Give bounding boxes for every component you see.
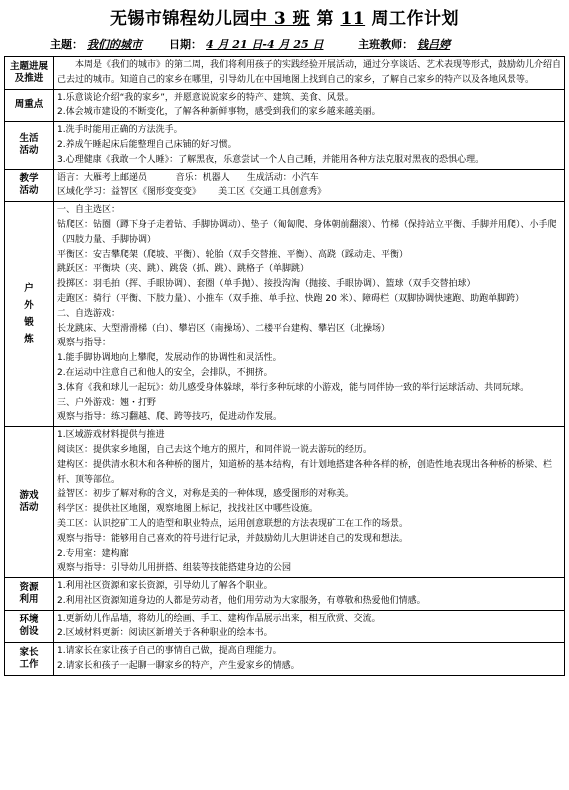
env-line: 2.区域材料更新：阅读区新增关于各种职业的绘本书。 <box>57 628 273 639</box>
cell-focus <box>54 89 565 122</box>
label-teaching <box>5 169 54 202</box>
date-value: 4 月 21 日-4 月 25 日 <box>205 38 324 51</box>
cell-resource <box>54 578 565 611</box>
class-name: 中 3 班 <box>249 9 311 29</box>
cell-outdoor <box>54 202 565 427</box>
row-parents <box>5 643 565 676</box>
row-life <box>5 122 565 169</box>
theme-label: 主题： <box>50 38 83 51</box>
label-teaching-1: 教学 <box>19 173 39 185</box>
label-env-2: 创设 <box>19 626 39 638</box>
outdoor-line: 三、户外游戏：翘・打野 <box>57 397 157 408</box>
teaching-line: 语言：大雁考上邮递员 音乐：机器人 生成活动：小汽车 <box>57 172 319 183</box>
game-line: 1.区域游戏材料提供与推进 <box>57 430 165 441</box>
game-line: 阅读区：提供家乡地图，自己去这个地方的照片，和同伴说一说去游玩的经历。 <box>57 444 373 455</box>
week-number: 11 <box>340 9 366 29</box>
life-line: 1.洗手时能用正确的方法洗手。 <box>57 125 183 136</box>
label-life <box>5 122 54 169</box>
outdoor-line: 平衡区：安吉攀爬架（爬坡、平衡）、轮胎（双手交替推、平衡）、高跷（踩动走、平衡） <box>57 249 409 260</box>
info-line <box>50 36 560 52</box>
resource-line: 1.利用社区资源和家长资源，引导幼儿了解各个职业。 <box>57 581 273 592</box>
outdoor-line: 观察与指导：练习翻越、爬、跨等技巧，促进动作发展。 <box>57 412 283 423</box>
row-game <box>5 427 565 578</box>
outdoor-line: 长龙跳床、大型滑滑梯（白）、攀岩区（南操场）、二楼平台建构、攀岩区（北操场） <box>57 323 391 334</box>
parents-line: 2.请家长和孩子一起聊一聊家乡的特产，产生爱家乡的情感。 <box>57 661 300 672</box>
label-game-2: 活动 <box>19 502 39 514</box>
life-line: 2.养成午睡起床后能整理自己床铺的好习惯。 <box>57 139 237 150</box>
label-outdoor <box>5 202 54 427</box>
cell-teaching <box>54 169 565 202</box>
outdoor-line: 投掷区：羽毛拍（挥、手眼协调）、套圈（单手抛）、接投沟淘（抛接、手眼协调）、篮球（双手交替拍球） <box>57 279 476 290</box>
label-parents-1: 家长 <box>19 647 39 659</box>
cell-env <box>54 610 565 643</box>
focus-line: 1.乐意谈论介绍“我的家乡”，并愿意说说家乡的特产、建筑、美食、风景。 <box>57 92 354 103</box>
label-parents-2: 工作 <box>19 659 39 671</box>
page-title <box>0 4 569 29</box>
teacher-value: 钱吕婷 <box>417 38 451 51</box>
parents-line: 1.请家长在家让孩子自己的事情自己做，提高自理能力。 <box>57 646 282 657</box>
outdoor-line: 3.体育《我和球儿一起玩》：幼儿感受身体躲球，举行多种玩球的小游戏，能与同伴协一致的举行运球活动、共同玩球。 <box>57 382 530 393</box>
game-line: 科学区：提供社区地图，观察地图上标记，找找社区中哪些设施。 <box>57 504 319 515</box>
row-progress <box>5 57 565 90</box>
label-progress-2: 及推进 <box>14 72 44 84</box>
outdoor-line: 2.在运动中注意自己和他人的安全，会排队，不拥挤。 <box>57 367 273 378</box>
env-line: 1.更新幼儿作品墙，将幼儿的绘画、手工、建构作品展示出来，相互欣赏、交流。 <box>57 613 381 624</box>
label-resource-1: 资源 <box>19 581 39 593</box>
cell-life <box>54 122 565 169</box>
label-outdoor-1: 户 <box>24 283 34 295</box>
outdoor-line: 1.能手脚协调地向上攀爬，发展动作的协调性和灵活性。 <box>57 353 282 364</box>
cell-progress <box>54 57 565 90</box>
label-outdoor-4: 炼 <box>24 334 34 346</box>
label-resource <box>5 578 54 611</box>
game-line: 观察与指导：能够用自己喜欢的符号进行记录，并鼓励幼儿大胆讲述自己的发现和想法。 <box>57 533 409 544</box>
life-line: 3.心理健康《我敢一个人睡》：了解黑夜，乐意尝试一个人自己睡，并能用各种方法克服对黑夜的恐惧心理。 <box>57 154 485 165</box>
outdoor-line: 观察与指导： <box>57 338 112 349</box>
label-life-1: 生活 <box>19 133 39 145</box>
label-parents <box>5 643 54 676</box>
week-prefix: 第 <box>316 9 335 29</box>
label-outdoor-2: 外 <box>24 300 34 312</box>
label-env-1: 环境 <box>19 614 39 626</box>
game-line: 建构区：提供清水积木和各种桥的图片，知道桥的基本结构，有计划地搭建各种各样的桥，创造性地表现出各种桥的桥梁、栏杆、顶等部位。 <box>57 459 553 485</box>
label-resource-2: 利用 <box>19 593 39 605</box>
game-line: 观察与指导：引导幼儿用拼搭、组装等技能搭建身边的公园 <box>57 563 292 574</box>
row-outdoor <box>5 202 565 427</box>
outdoor-line: 钻爬区：钻圈（蹲下身子走着钻、手脚协调动）、垫子（匍匐爬、身体朝前翻滚）、竹梯（保持站立平衡、手脚并用爬）、小手爬（四肢力量、手脚协调） <box>57 219 557 245</box>
progress-text: 本周是《我们的城市》的第二周，我们将利用孩子的实践经验开展活动，通过分享谈话、艺术表现等形式，鼓励幼儿介绍自己去过的城市。知道自己的家乡在哪里，引导幼儿在中国地图上找到自己的家乡，了解自己家乡的特产以及各地风景等。 <box>57 60 562 85</box>
cell-game <box>54 427 565 578</box>
date-label: 日期： <box>168 38 202 51</box>
label-life-2: 活动 <box>19 145 39 157</box>
plan-table <box>4 56 565 676</box>
cell-parents <box>54 643 565 676</box>
row-resource <box>5 578 565 611</box>
label-teaching-2: 活动 <box>19 185 39 197</box>
label-game-1: 游戏 <box>19 490 39 502</box>
label-progress <box>5 57 54 90</box>
row-teaching <box>5 169 565 202</box>
game-line: 益智区：初步了解对称的含义，对称是美的一种体现，感受图形的对称美。 <box>57 489 355 500</box>
outdoor-line: 二、自选游戏： <box>57 308 121 319</box>
theme-value: 我们的城市 <box>87 38 142 51</box>
teacher-label: 主班教师： <box>358 38 414 51</box>
row-env <box>5 610 565 643</box>
label-progress-1: 主题进展 <box>9 60 48 72</box>
label-env <box>5 610 54 643</box>
focus-line: 2.体会城市建设的不断变化，了解各种新鲜事物，感受到我们的家乡越来越美丽。 <box>57 107 381 118</box>
teaching-line: 区域化学习：益智区《图形变变变》 美工区《交通工具创意秀》 <box>57 187 327 198</box>
outdoor-line: 跳跃区：平衡块（夹、跳）、跳袋（抓、跳）、跳格子（单脚跳） <box>57 264 310 275</box>
row-focus <box>5 89 565 122</box>
title-suffix: 周工作计划 <box>371 9 460 29</box>
game-line: 2.专用室：建构廊 <box>57 548 129 559</box>
outdoor-line: 一、自主选区： <box>57 205 121 216</box>
outdoor-line: 走跑区：骑行（平衡、下肢力量）、小推车（双手推、单手拉、快跑 20 米）、障碍栏（双脚协调快速跑、助跑单脚跨） <box>57 293 525 304</box>
label-focus: 周重点 <box>5 89 54 122</box>
label-game <box>5 427 54 578</box>
game-line: 美工区：认识挖矿工人的造型和职业特点，运用创意联想的方法表现矿工在工作的场景。 <box>57 518 409 529</box>
kindergarten-name: 无锡市锦程幼儿园 <box>109 9 250 29</box>
label-outdoor-3: 锻 <box>24 317 34 329</box>
resource-line: 2.利用社区资源知道身边的人都是劳动者，他们用劳动为大家服务，有尊敬和热爱他们情感。 <box>57 595 426 606</box>
